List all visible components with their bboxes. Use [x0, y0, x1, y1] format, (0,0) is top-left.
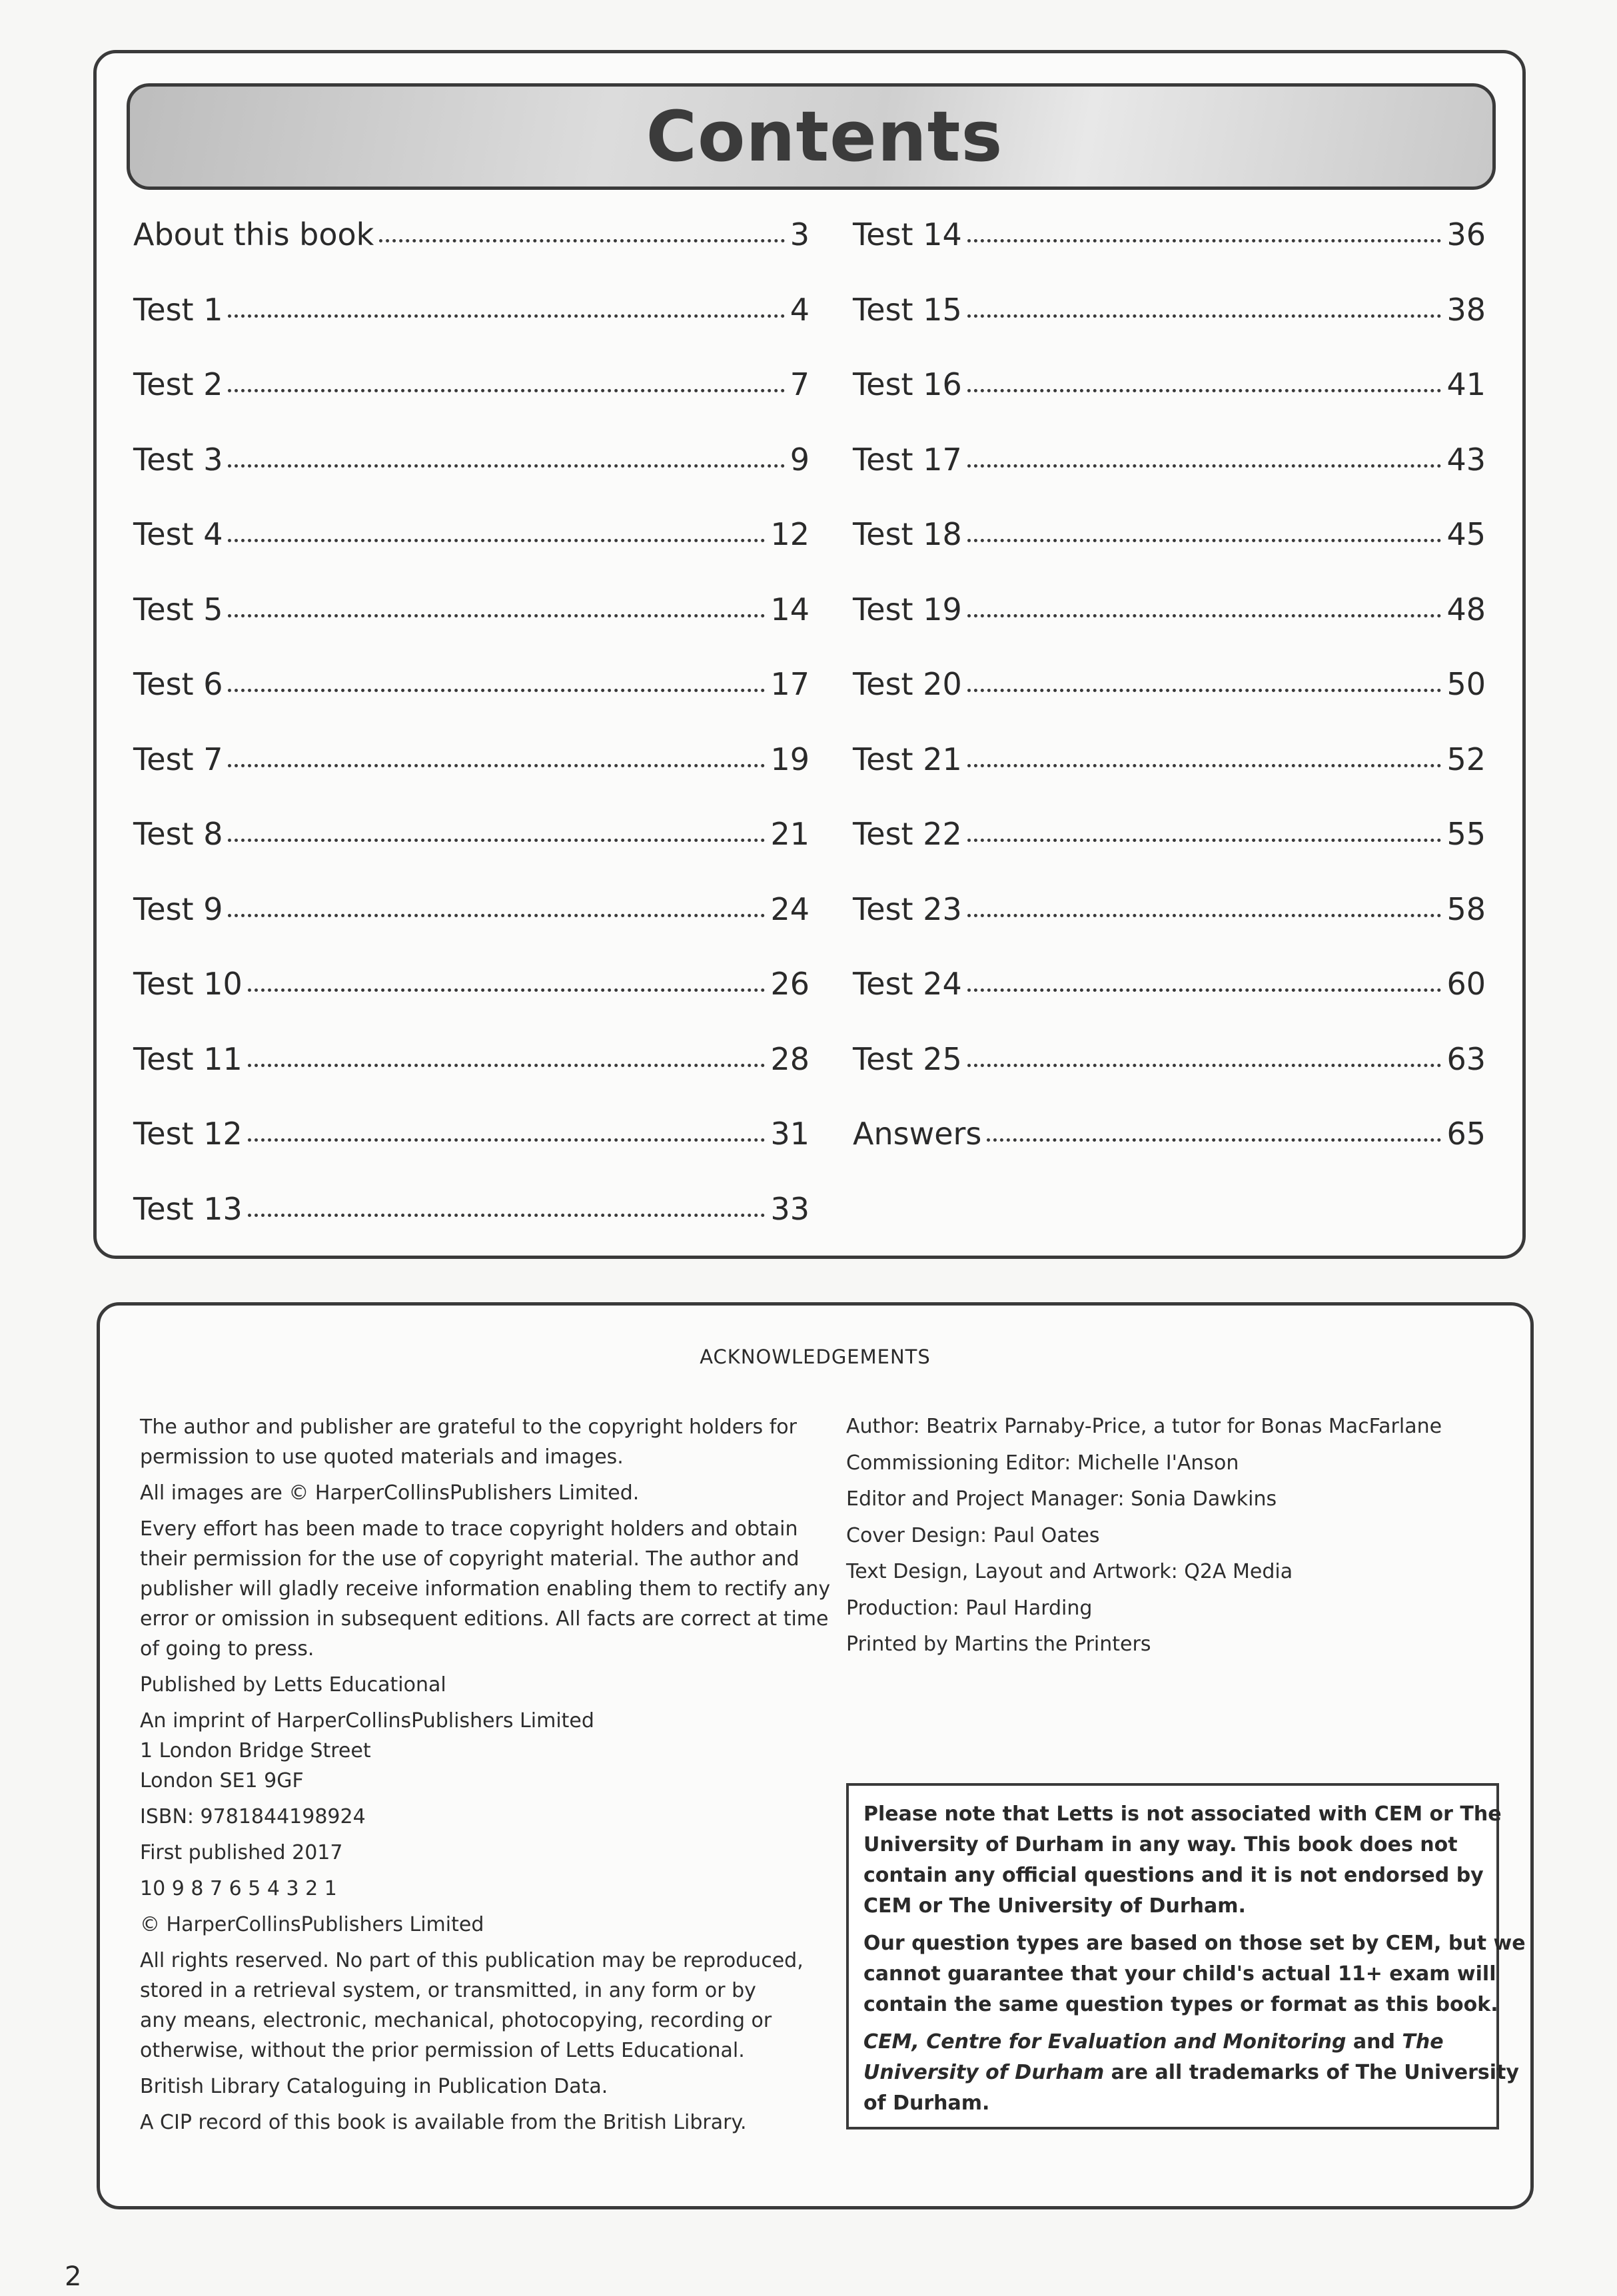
toc-leader-dots [248, 988, 766, 992]
contents-panel [93, 50, 1526, 1259]
trademark-durham: University of Durham [863, 2061, 1105, 2084]
toc-leader-dots [967, 389, 1442, 392]
copyright-effort-paragraph [140, 1514, 873, 1664]
toc-entry [853, 891, 1486, 966]
credits-list [846, 1409, 1479, 1663]
credit-commissioning-editor: Commissioning Editor: Michelle I'Anson [846, 1451, 1239, 1475]
toc-leader-dots [967, 914, 1442, 917]
toc-entry-page: 17 [770, 666, 809, 702]
toc-entry-page: 12 [770, 516, 809, 552]
toc-leader-dots [228, 464, 784, 468]
toc-leader-dots [967, 239, 1442, 242]
toc-entry-page: 38 [1446, 291, 1486, 328]
toc-entry-label: Test 17 [853, 441, 962, 478]
acknowledgements-left-column [140, 1412, 873, 2143]
toc-entry-label: Test 4 [133, 516, 223, 552]
text-line: stored in a retrieval system, or transmitted, in any form or by [140, 1979, 756, 2002]
toc-leader-dots [967, 764, 1442, 767]
isbn: ISBN: 9781844198924 [140, 1805, 366, 1828]
credit-text-design: Text Design, Layout and Artwork: Q2A Media [846, 1560, 1293, 1583]
toc-entry [133, 1191, 809, 1266]
text-line: cannot guarantee that your child's actual 11+ exam will [863, 1962, 1496, 1986]
toc-entry-label: Test 19 [853, 591, 962, 627]
toc-leader-dots [967, 689, 1442, 692]
toc-entry [853, 591, 1486, 667]
text-line [863, 2027, 1482, 2058]
toc-entry [853, 816, 1486, 891]
toc-entry-page: 28 [770, 1040, 809, 1077]
acknowledgements-panel [97, 1302, 1534, 2209]
toc-leader-dots [228, 689, 765, 692]
toc-entry-page: 9 [790, 441, 809, 478]
contents-title: Contents [646, 96, 1003, 177]
toc-leader-dots [248, 1214, 766, 1217]
toc-entry-page: 48 [1446, 591, 1486, 627]
toc-entry-label: Test 20 [853, 666, 962, 702]
toc-leader-dots [248, 1138, 766, 1142]
toc-entry-label: Test 21 [853, 741, 962, 777]
toc-entry-page: 36 [1446, 216, 1486, 252]
toc-entry-label: Test 3 [133, 441, 223, 478]
toc-entry [853, 741, 1486, 817]
toc-leader-dots [967, 839, 1442, 842]
toc-entry-label: Test 12 [133, 1116, 243, 1152]
address-line-2: London SE1 9GF [140, 1769, 304, 1792]
printing-line: 10 9 8 7 6 5 4 3 2 1 [140, 1877, 337, 1900]
text-line: Every effort has been made to trace copyright holders and obtain [140, 1517, 798, 1541]
toc-entry-page: 58 [1446, 891, 1486, 927]
toc-entry-label: Test 14 [853, 216, 962, 252]
credit-cover-design: Cover Design: Paul Oates [846, 1523, 1100, 1547]
toc-entry [133, 1041, 809, 1116]
toc-entry-page: 7 [790, 366, 809, 402]
toc-entry [133, 1116, 809, 1191]
toc-leader-dots [228, 764, 765, 767]
text-line: any means, electronic, mechanical, photocopying, recording or [140, 2009, 772, 2032]
toc-leader-dots [967, 464, 1442, 468]
toc-entry-label: Test 2 [133, 366, 223, 402]
text-line: error or omission in subsequent editions. All facts are correct at time [140, 1607, 829, 1631]
toc-entry-label: Test 13 [133, 1190, 243, 1227]
grateful-paragraph [140, 1412, 873, 1472]
notice-box [846, 1783, 1526, 2129]
toc-entry [133, 442, 809, 517]
toc-leader-dots [248, 1064, 766, 1067]
toc-entry-page: 43 [1446, 441, 1486, 478]
toc-entry [133, 516, 809, 591]
credit-editor: Editor and Project Manager: Sonia Dawkins [846, 1487, 1277, 1511]
toc-entry-page: 24 [770, 891, 809, 927]
text-line: publisher will gladly receive information enabling them to rectify any [140, 1577, 831, 1601]
toc-leader-dots [228, 839, 765, 842]
toc-entry-page: 63 [1446, 1040, 1486, 1077]
toc-entry-page: 52 [1446, 741, 1486, 777]
toc-entry-label: Test 11 [133, 1040, 243, 1077]
toc-entry [133, 816, 809, 891]
toc-entry-label: Answers [853, 1116, 982, 1152]
text-fragment: are all trademarks of The University [1104, 2061, 1519, 2084]
images-credit: All images are © HarperCollinsPublishers Limited. [140, 1481, 640, 1505]
toc-leader-dots [967, 1064, 1442, 1067]
copyright-line: © HarperCollinsPublishers Limited [140, 1913, 484, 1936]
toc-leader-dots [228, 614, 765, 617]
toc-entry [133, 292, 809, 367]
toc-entry-label: Test 10 [133, 966, 243, 1002]
toc-entry-page: 31 [770, 1116, 809, 1152]
toc-leader-dots [228, 314, 784, 318]
toc-left-column [133, 216, 809, 1266]
toc-entry [853, 216, 1486, 292]
toc-leader-dots [967, 988, 1442, 992]
toc-leader-dots [379, 239, 784, 242]
imprint-line: An imprint of HarperCollinsPublishers Limited [140, 1709, 594, 1732]
toc-entry [133, 966, 809, 1041]
text-line: All rights reserved. No part of this publication may be reproduced, [140, 1949, 804, 1972]
address-line-1: 1 London Bridge Street [140, 1739, 371, 1762]
cataloguing-line: British Library Cataloguing in Publication Data. [140, 2075, 608, 2098]
toc-entry-label: Test 7 [133, 741, 223, 777]
toc-entry-label: Test 23 [853, 891, 962, 927]
credit-production: Production: Paul Harding [846, 1596, 1093, 1620]
toc-entry-page: 3 [790, 216, 809, 252]
text-line: otherwise, without the prior permission of Letts Educational. [140, 2039, 745, 2062]
text-line: The author and publisher are grateful to the copyright holders for [140, 1415, 797, 1439]
credit-printer: Printed by Martins the Printers [846, 1633, 1151, 1656]
credit-author: Author: Beatrix Parnaby-Price, a tutor for Bonas MacFarlane [846, 1415, 1442, 1438]
text-line: CEM or The University of Durham. [863, 1894, 1246, 1918]
toc-entry [133, 666, 809, 741]
toc-entry-page: 26 [770, 966, 809, 1002]
toc-entry-label: Test 9 [133, 891, 223, 927]
toc-entry [853, 966, 1486, 1041]
toc-entry [133, 891, 809, 966]
toc-entry [133, 741, 809, 817]
toc-entry-label: Test 1 [133, 291, 223, 328]
text-line: contain any official questions and it is not endorsed by [863, 1864, 1484, 1887]
text-line: University of Durham in any way. This book does not [863, 1833, 1458, 1856]
text-fragment: and [1346, 2030, 1402, 2054]
toc-entry-label: Test 8 [133, 816, 223, 852]
notice-paragraph-1 [863, 1799, 1502, 1922]
toc-entry [133, 591, 809, 667]
published-by: Published by Letts Educational [140, 1673, 446, 1697]
toc-leader-dots [228, 539, 765, 542]
toc-entry-label: Test 22 [853, 816, 962, 852]
toc-entry-page: 4 [790, 291, 809, 328]
toc-entry-label: Test 6 [133, 666, 223, 702]
toc-leader-dots [967, 539, 1442, 542]
trademark-cem: CEM, Centre for Evaluation and Monitoring [863, 2030, 1347, 2054]
toc-entry-page: 21 [770, 816, 809, 852]
acknowledgements-heading: ACKNOWLEDGEMENTS [700, 1345, 931, 1368]
toc-entry-page: 45 [1446, 516, 1486, 552]
toc-entry [853, 1116, 1486, 1191]
toc-entry-page: 41 [1446, 366, 1486, 402]
toc-leader-dots [967, 314, 1442, 318]
text-line: contain the same question types or format as this book. [863, 1993, 1498, 2016]
toc-entry-page: 19 [770, 741, 809, 777]
rights-paragraph [140, 1946, 873, 2066]
toc-entry [853, 292, 1486, 367]
text-line [863, 2058, 1519, 2088]
toc-leader-dots [228, 389, 784, 392]
notice-paragraph-3 [863, 2027, 1519, 2119]
toc-entry-page: 65 [1446, 1116, 1486, 1152]
text-line: their permission for the use of copyright material. The author and [140, 1547, 800, 1571]
notice-paragraph-2 [863, 1928, 1526, 2020]
toc-entry-page: 50 [1446, 666, 1486, 702]
toc-entry-label: Test 15 [853, 291, 962, 328]
toc-entry-page: 14 [770, 591, 809, 627]
contents-banner [127, 83, 1496, 190]
toc-entry [133, 366, 809, 442]
toc-entry-page: 55 [1446, 816, 1486, 852]
toc-entry [853, 442, 1486, 517]
toc-entry [853, 516, 1486, 591]
toc-right-column [853, 216, 1486, 1191]
first-published: First published 2017 [140, 1841, 343, 1864]
text-line: Our question types are based on those set by CEM, but we [863, 1932, 1526, 1955]
toc-entry-label: Test 5 [133, 591, 223, 627]
trademark-the: The [1402, 2030, 1444, 2054]
toc-entry-label: About this book [133, 216, 374, 252]
toc-entry [853, 666, 1486, 741]
toc-entry [133, 216, 809, 292]
toc-entry [853, 366, 1486, 442]
text-line: of Durham. [863, 2092, 990, 2115]
toc-entry [853, 1041, 1486, 1116]
toc-entry-page: 60 [1446, 966, 1486, 1002]
toc-leader-dots [228, 914, 765, 917]
toc-entry-page: 33 [770, 1190, 809, 1227]
toc-entry-label: Test 24 [853, 966, 962, 1002]
text-line: permission to use quoted materials and images. [140, 1445, 624, 1469]
toc-entry-label: Test 16 [853, 366, 962, 402]
toc-leader-dots [967, 614, 1442, 617]
text-line: of going to press. [140, 1637, 314, 1661]
text-line: Please note that Letts is not associated with CEM or The [863, 1802, 1502, 1826]
cip-line: A CIP record of this book is available from the British Library. [140, 2111, 747, 2134]
toc-entry-label: Test 25 [853, 1040, 962, 1077]
toc-leader-dots [987, 1138, 1441, 1142]
toc-entry-label: Test 18 [853, 516, 962, 552]
